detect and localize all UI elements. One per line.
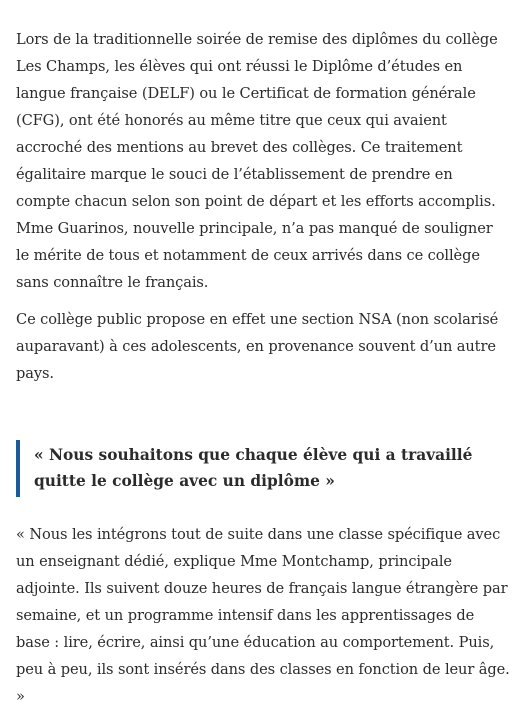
article-body [16,26,510,720]
pull-quote: « Nous souhaitons que chaque élève qui a travaillé quitte le collège avec un diplôme » [16,440,510,497]
article-paragraph: « Nous les intégrons tout de suite dans une classe spécifique avec un enseignant dédié, explique Mme Montchamp, principale adjointe. Ils suivent douze heures de français langue étrangère par semaine, et un programme intensif dans les apprentissages de base : lire, écrire, ainsi qu’une éducation au comportement. Puis, peu à peu, ils sont insérés dans des classes en fonction de leur âge. » [16,526,510,705]
article-paragraph: Ce collège public propose en effet une section NSA (non scolarisé auparavant) à ces adolescents, en provenance souvent d’un autre pays. [16,311,499,382]
article-paragraph: Lors de la traditionnelle soirée de remise des diplômes du collège Les Champs, les élèves qui ont réussi le Diplôme d’études en langue française (DELF) ou le Certificat de formation générale (CFG), ont été honorés au même titre que ceux qui avaient accroché des mentions au brevet des collèges. Ce traitement égalitaire marque le souci de l’établissement de prendre en compte chacun selon son point de départ et les efforts accomplis. Mme Guarinos, nouvelle principale, n’a pas manqué de souligner le mérite de tous et notamment de ceux arrivés dans ce collège sans connaître le français. [16,31,498,291]
